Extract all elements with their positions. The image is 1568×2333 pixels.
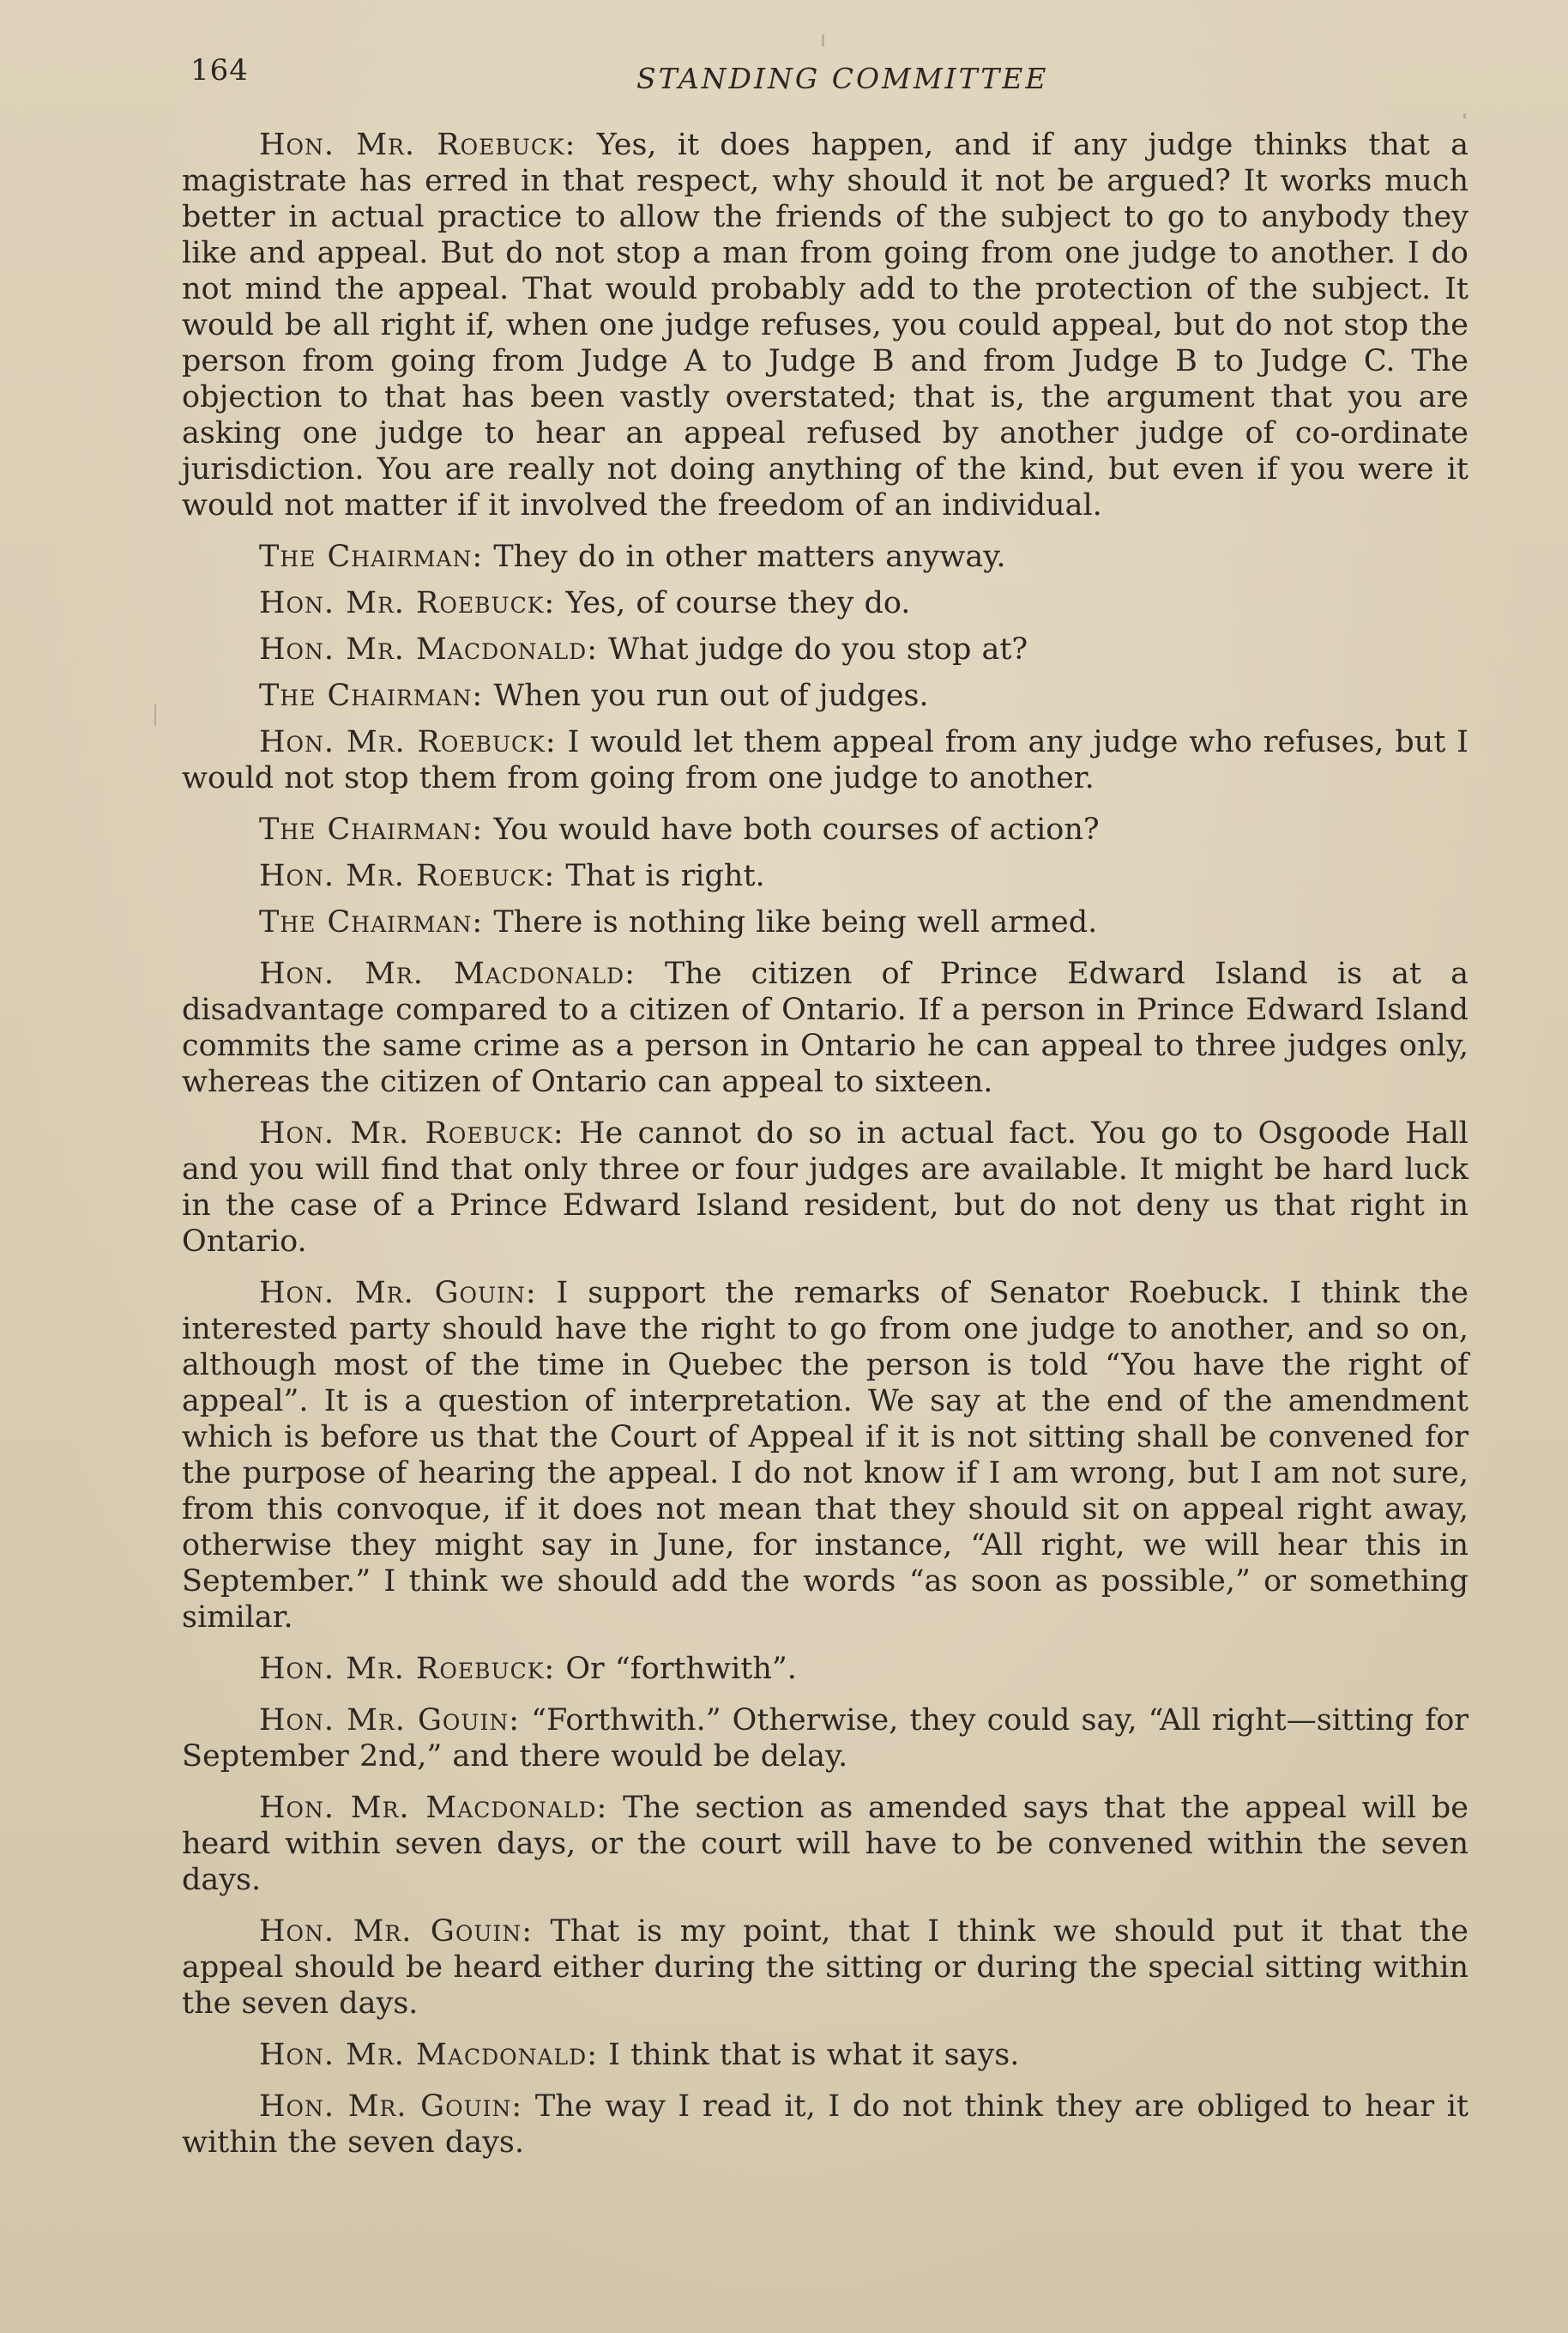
paragraph	[182, 539, 1468, 575]
paragraph	[182, 2037, 1468, 2073]
paragraph	[182, 1913, 1468, 2022]
paragraph	[182, 1702, 1468, 1774]
paragraph	[182, 585, 1468, 621]
paragraph	[182, 956, 1468, 1100]
speaker-label: Hon. Mr. Gouin:	[259, 1276, 537, 1310]
speaker-label: Hon. Mr. Gouin:	[259, 1914, 533, 1949]
speaker-label: Hon. Mr. Roebuck:	[259, 586, 556, 620]
paragraph-text: When you run out of judges.	[493, 679, 929, 713]
page-header	[190, 53, 1460, 98]
paragraph-text: “Forthwith.” Otherwise, they could say, “All right—sitting for September 2nd,” and there would be delay.	[182, 1703, 1468, 1774]
paragraph-text: They do in other matters anyway.	[493, 540, 1006, 574]
paragraph-text: He cannot do so in actual fact. You go to Osgoode Hall and you will find that only three or four judges are available. It might be hard luck in the case of a Prince Edward Island resident, but do not deny us that right in Ontario.	[182, 1116, 1468, 1259]
paragraph-text: There is nothing like being well armed.	[493, 905, 1098, 940]
paragraph-text: Or “forthwith”.	[565, 1652, 797, 1686]
speaker-label: Hon. Mr. Gouin:	[259, 2089, 523, 2124]
speaker-label: Hon. Mr. Roebuck:	[259, 859, 556, 893]
paragraph-text: Yes, it does happen, and if any judge thinks that a magistrate has erred in that respect, why should it not be argued? It works much better in actual practice to allow the friends of the subject to go to anybody they like and appeal. But do not stop a man from going from one judge to another. I do not mind the appeal. That would probably add to the protection of the subject. It would be all right if, when one judge refuses, you could appeal, but do not stop the person from going from Judge A to Judge B and from Judge B to Judge C. The objection to that has been vastly overstated; that is, the argument that you are asking one judge to hear an appeal refused by another judge of co-ordinate jurisdiction. You are really not doing anything of the kind, but even if you were it would not matter if it involved the freedom of an individual.	[182, 128, 1468, 523]
speaker-label: Hon. Mr. Macdonald:	[259, 957, 636, 991]
speaker-label: Hon. Mr. Macdonald:	[259, 632, 598, 667]
paragraph-text: That is my point, that I think we should put it that the appeal should be heard either during the sitting or during the special sitting within the seven days.	[182, 1914, 1468, 2021]
paragraph	[182, 1790, 1468, 1898]
paper-speck	[822, 34, 824, 46]
speaker-label: The Chairman:	[259, 813, 484, 847]
paragraph	[182, 632, 1468, 668]
paragraph	[182, 724, 1468, 796]
paragraph-text: You would have both courses of action?	[493, 813, 1100, 847]
paragraph-text: I would let them appeal from any judge who refuses, but I would not stop them from going from one judge to another.	[182, 725, 1468, 795]
paper-speck	[154, 704, 156, 726]
speaker-label: Hon. Mr. Roebuck:	[259, 1652, 556, 1686]
paragraph-text: I support the remarks of Senator Roebuck. I think the interested party should have the right to go from one judge to another, and so on, although most of the time in Quebec the person is told “You have the right of appeal”. It is a question of interpretation. We say at the end of the amendment which is before us that the Court of Appeal if it is not sitting shall be convened for the purpose of hearing the appeal. I do not know if I am wrong, but I am not sure, from this convoque, if it does not mean that they should sit on appeal right away, otherwise they might say in June, for instance, “All right, we will hear this in September.” I think we should add the words “as soon as possible,” or something similar.	[182, 1276, 1468, 1635]
paragraph	[182, 812, 1468, 848]
paragraph-text: The citizen of Prince Edward Island is at a disadvantage compared to a citizen of Ontario. If a person in Prince Edward Island commits the same crime as a person in Ontario he can appeal to three judges only, whereas the citizen of Ontario can appeal to sixteen.	[182, 957, 1469, 1099]
paragraph-text: That is right.	[565, 859, 765, 893]
page-number: 164	[190, 53, 249, 88]
paragraph-text: The way I read it, I do not think they are obliged to hear it within the seven days.	[182, 2089, 1468, 2160]
speaker-label: Hon. Mr. Roebuck:	[259, 128, 576, 162]
paragraph	[182, 678, 1468, 714]
speaker-label: Hon. Mr. Roebuck:	[259, 725, 557, 759]
paragraph-text: I think that is what it says.	[608, 2038, 1020, 2072]
paper-speck	[1463, 113, 1466, 118]
paragraph	[182, 127, 1468, 523]
paragraph	[182, 2088, 1468, 2161]
speaker-label: Hon. Mr. Roebuck:	[259, 1116, 564, 1151]
paragraph	[182, 1651, 1468, 1687]
transcript-body	[182, 127, 1468, 2171]
speaker-label: Hon. Mr. Gouin:	[259, 1703, 521, 1738]
speaker-label: The Chairman:	[259, 905, 484, 940]
speaker-label: The Chairman:	[259, 679, 484, 713]
paragraph-text: The section as amended says that the appeal will be heard within seven days, or the court will have to be convened within the seven days.	[182, 1791, 1468, 1897]
running-head: STANDING COMMITTEE	[636, 62, 1049, 95]
paragraph-text: Yes, of course they do.	[565, 586, 911, 620]
paragraph	[182, 858, 1468, 894]
paragraph-text: What judge do you stop at?	[608, 632, 1028, 667]
speaker-label: The Chairman:	[259, 540, 484, 574]
paragraph	[182, 904, 1468, 940]
paragraph	[182, 1115, 1468, 1260]
speaker-label: Hon. Mr. Macdonald:	[259, 2038, 598, 2072]
speaker-label: Hon. Mr. Macdonald:	[259, 1791, 608, 1825]
paragraph	[182, 1275, 1468, 1635]
